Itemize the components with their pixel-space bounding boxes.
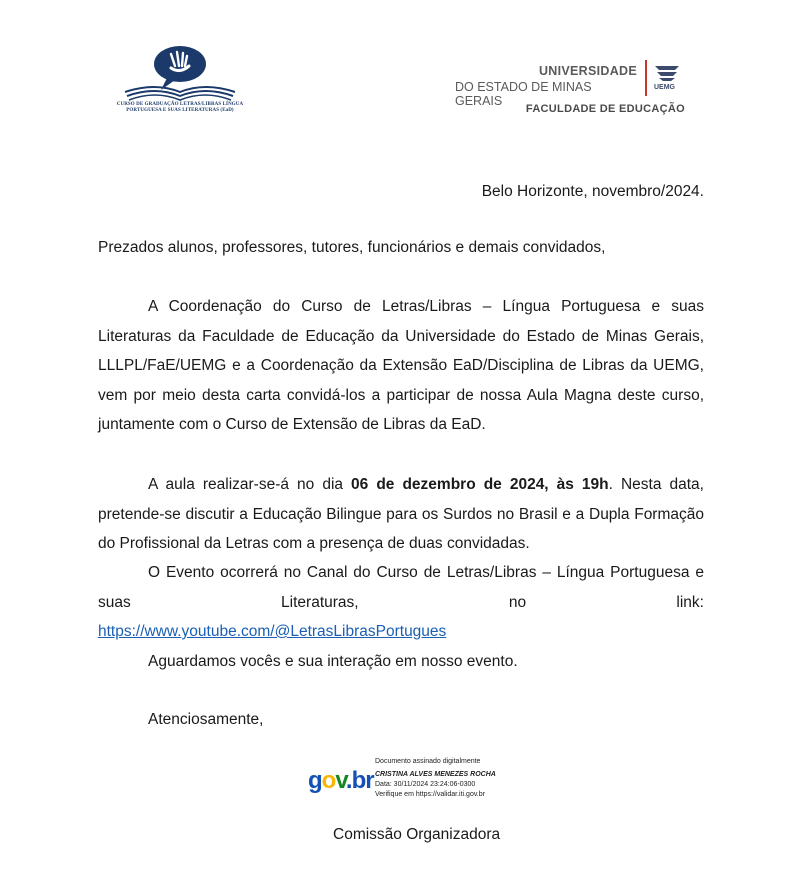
university-name-line1: UNIVERSIDADE (538, 64, 637, 78)
paragraph-channel-text: O Evento ocorrerá no Canal do Curso de Letras/Libras – Língua Portuguesa e suas Literaturas, no link: (98, 564, 704, 611)
letter-date: Belo Horizonte, novembro/2024. (481, 183, 704, 200)
govbr-logo: gov.br (308, 767, 374, 794)
letter-greeting: Prezados alunos, professores, tutores, funcionários e demais convidados, (98, 239, 606, 256)
course-logo (105, 44, 255, 120)
letter-closing: Atenciosamente, (148, 711, 264, 728)
caption-line-2: PORTUGUESA E SUAS LITERATURAS (EaD) (126, 108, 234, 113)
signature-organization: Comissão Organizadora (333, 826, 501, 843)
youtube-link-line (98, 617, 446, 647)
logo-divider (645, 60, 647, 96)
event-date-intro: A aula realizar-se-á no dia (148, 476, 352, 493)
paragraph-channel (98, 558, 704, 617)
uemg-emblem-icon (653, 64, 681, 82)
signature-label: Documento assinado digitalmente (375, 758, 481, 765)
course-logo-caption (105, 102, 255, 114)
paragraph-invitation (98, 292, 704, 440)
youtube-channel-link[interactable]: https://www.youtube.com/@LetrasLibrasPortugues (98, 623, 447, 640)
uemg-logo (455, 60, 690, 120)
event-date-details: . Nesta data, pretende-se discutir a Educação Bilingue para os Surdos no Brasil e a Dupla Formação do Profissional da Letras com a presença de duas convidadas. (98, 476, 704, 552)
signature-details (375, 757, 496, 800)
paragraph-closing-invite: Aguardamos vocês e sua interação em nosso evento. (148, 653, 518, 670)
faculty-name: FACULDADE DE EDUCAÇÃO (525, 103, 685, 115)
signature-date: Data: 30/11/2024 23:24:06-0300 (375, 781, 476, 788)
university-name-line2: DO ESTADO DE MINAS GERAIS (455, 80, 592, 108)
paragraph-event-date (98, 470, 704, 559)
signature-verify-url: Verifique em https://validar.iti.gov.br (375, 791, 485, 798)
university-abbrev: UEMG (654, 84, 675, 91)
caption-line-1: CURSO DE GRADUAÇÃO LETRAS/LIBRAS LÍNGUA (116, 102, 244, 107)
event-date-highlight: 06 de dezembro de 2024, às 19h (351, 476, 609, 493)
signer-name: CRISTINA ALVES MENEZES ROCHA (375, 771, 496, 778)
libras-hands-book-icon (105, 44, 255, 102)
paragraph-invitation-text: A Coordenação do Curso de Letras/Libras – Língua Portuguesa e suas Literaturas da Faculdade de Educação da Universidade do Estado de Minas Gerais, LLLPL/FaE/UEMG e a Coordenação da Extensão EaD/Disciplina de Libras da UEMG, vem por meio desta carta convidá-los a participar de nossa Aula Magna deste curso, juntamente com o Curso de Extensão de Libras da EaD. (98, 298, 704, 433)
digital-signature (308, 757, 528, 807)
